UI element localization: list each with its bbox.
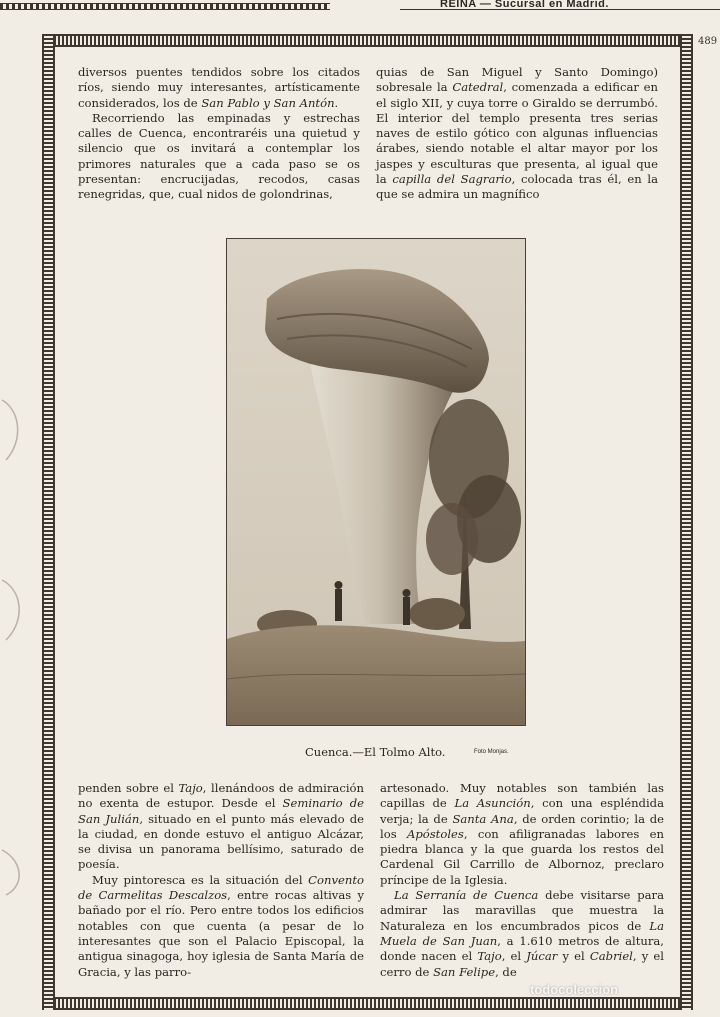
text-column-bottom-left xyxy=(78,781,364,980)
header-text: REINA — Sucursal en Madrid. xyxy=(440,0,609,10)
paragraph: artesonado. Muy notables son también las capillas de La Asunción, con una espléndida verja; la de Santa Ana, de orden corintio; la de los Apóstoles, con afiligranadas labores en piedra blanca y la que guarda los restos del Cardenal Gil Carrillo de Albornoz, preclaro príncipe de la Iglesia. xyxy=(380,781,665,887)
running-header xyxy=(0,0,720,14)
text-column-bottom-right xyxy=(380,781,664,980)
ornamental-border-bottom xyxy=(42,997,692,1010)
binding-hole-marks xyxy=(0,380,32,900)
ornamental-border-left xyxy=(42,34,55,1010)
header-ornament xyxy=(0,3,330,10)
watermark: todocoleccion xyxy=(530,982,619,997)
paragraph: diversos puentes tendidos sobre los citados ríos, siendo muy interesantes, artísticamente considerados, los de San Pablo y San Antón. xyxy=(78,65,360,110)
photo-credit: Foto Monjas. xyxy=(474,749,509,755)
paragraph: penden sobre el Tajo, llenándoos de admiración no exenta de estupor. Desde el Seminario de San Julián, situado en el punto más elevado de la ciudad, en donde estuvo el antiguo Alcázar, se divisa un panorama bellísimo, saturado de poesía. xyxy=(78,781,365,872)
text-column-top-left xyxy=(78,65,360,203)
text-column-top-right xyxy=(376,65,658,203)
paragraph: La Serranía de Cuenca debe visitarse para admirar las maravillas que muestra la Naturaleza en los encumbrados picos de La Muela de San Juan, a 1.610 metros de altura, donde nacen el Tajo, el Júcar y el Cabriel, y el cerro de San Felipe, de xyxy=(380,888,664,979)
ornamental-border-right xyxy=(680,34,693,1010)
paragraph: Muy pintoresca es la situación del Convento de Carmelitas Descalzos, entre rocas altivas y bañado por el río. Pero entre todos los edificios notables con que cuenta (a pesar de lo interesantes que son el Palacio Episcopal, la antigua sinagoga, hoy iglesia de Santa María de Gracia, y las parro- xyxy=(78,872,364,979)
photograph-tolmo-alto xyxy=(226,238,526,726)
figure-caption: Cuenca.—El Tolmo Alto. xyxy=(305,745,446,759)
page-number: 489 xyxy=(698,36,718,47)
paragraph: quias de San Miguel y Santo Domingo) sobresale la Catedral, comenzada a edificar en el siglo XII, y cuya torre o Giraldo se derrumbó. El interior del templo presenta tres serias naves de estilo gótico con algunas influencias árabes, siendo notable el altar mayor por los jaspes y esculturas que presenta, al igual que la capilla del Sagrario, colocada tras él, en la que se admira un magnífico xyxy=(376,65,659,202)
paragraph: Recorriendo las empinadas y estrechas calles de Cuenca, encontraréis una quietud y silencio que os invitará a contemplar los primores naturales que a cada paso se os presentan: encrucijadas, recodos, casas renegridas, que, cual nidos de golondrinas, xyxy=(78,110,360,202)
ornamental-border-top xyxy=(42,34,692,47)
rock-formation-photo xyxy=(227,239,525,725)
